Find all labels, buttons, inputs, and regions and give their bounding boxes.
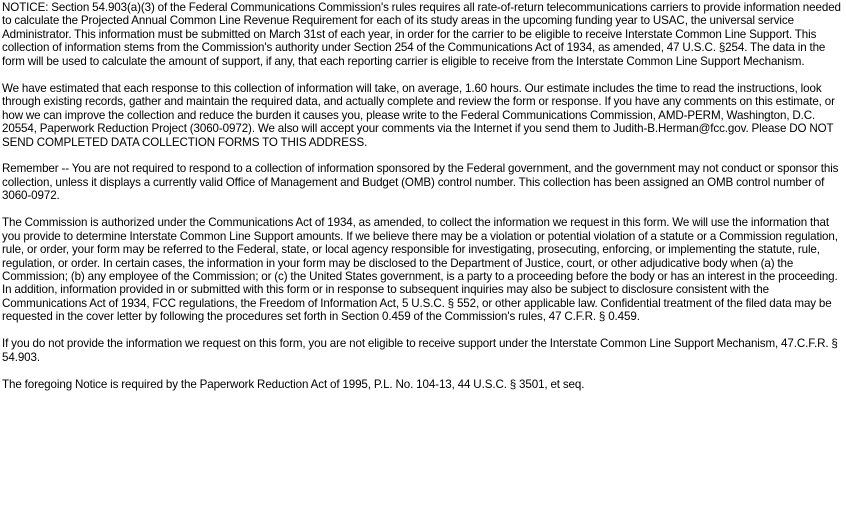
paperwork-reduction-paragraph: The foregoing Notice is required by the Paperwork Reduction Act of 1995, P.L. No. 104-13, 44 U.S.C. § 3501, et seq. xyxy=(2,377,585,391)
notice-paragraph-rule: NOTICE: Section 54.903(a)(3) of the Federal Communications Commission's rules requires all rate-of-return telecommunications carriers to provide information needed to calculate the Projected Annual Common Line Revenue Requirement for each of its study areas in the upcoming funding year to USAC, the universal service Administrator. This information must be submitted on March 31st of each year, in order for the carrier to be eligible to receive Interstate Common Line Support. This collection of information stems from the Commission's authority under Section 254 of the Communications Act of 1934, as amended, 47 U.S.C. §254. The data in the form will be used to calculate the amount of support, if any, that each reporting carrier is eligible to receive from the Interstate Common Line Support Mechanism. xyxy=(2,1,841,68)
omb-control-paragraph: Remember -- You are not required to respond to a collection of information sponsored by the Federal government, and the government may not conduct or sponsor this collection, unless it displays a currently valid Office of Management and Budget (OMB) control number. This collection has been assigned an OMB control number of 3060-0972. xyxy=(2,162,839,203)
authority-disclosure-paragraph: The Commission is authorized under the Communications Act of 1934, as amended, to collect the information we request in this form. We will use the information that you provide to determine Interstate Common Line Support amounts. If we believe there may be a violation or potential violation of a statute or a Commission regulation, rule, or order, your form may be referred to the Federal, state, or local agency responsible for investigating, prosecuting, enforcing, or implementing the statute, rule, regulation, or order. In certain cases, the information in your form may be disclosed to the Department of Justice, court, or other adjudicative body when (a) the Commission; (b) any employee of the Commission; or (c) the United States government, is a party to a proceeding before the body or has an interest in the proceeding. In addition, information provided in or submitted with this form or in response to subsequent inquiries may also be subject to disclosure consistent with the Communications Act of 1934, FCC regulations, the Freedom of Information Act, 5 U.S.C. § 552, or other applicable law. Confidential treatment of the filed data may be requested in the cover letter by following the procedures set forth in Section 0.459 of the Commission's rules, 47 C.F.R. § 0.459. xyxy=(2,216,838,324)
notice-document xyxy=(2,1,844,405)
burden-estimate-paragraph: We have estimated that each response to this collection of information will take, on average, 1.60 hours. Our estimate includes the time to read the instructions, look through existing records, gather and maintain the required data, and actually complete and review the form or response. If you have any comments on this estimate, or how we can improve the collection and reduce the burden it causes you, please write to the Federal Communications Commission, AMD-PERM, Washington, D.C. 20554, Paperwork Reduction Project (3060-0972). We also will accept your comments via the Internet if you send them to Judith-B.Herman@fcc.gov. Please DO NOT SEND COMPLETED DATA COLLECTION FORMS TO THIS ADDRESS. xyxy=(2,81,835,149)
eligibility-paragraph: If you do not provide the information we request on this form, you are not eligible to receive support under the Interstate Common Line Support Mechanism, 47.C.F.R. § 54.903. xyxy=(2,337,838,364)
